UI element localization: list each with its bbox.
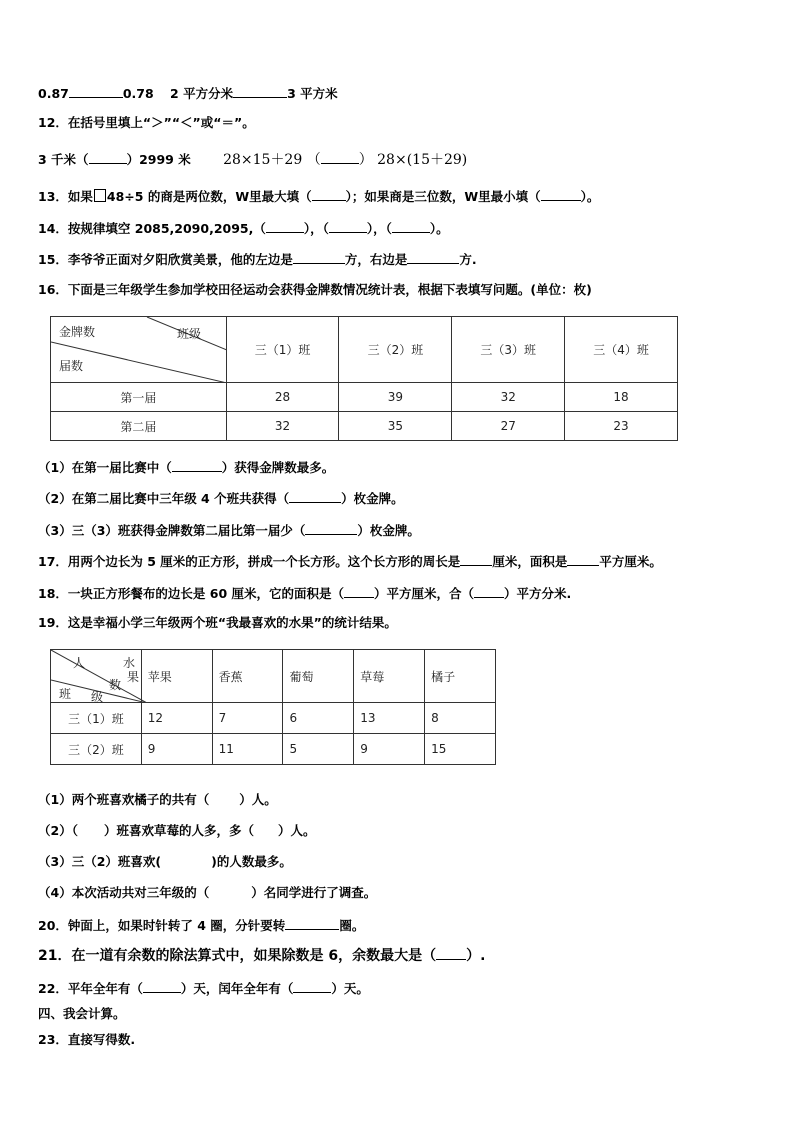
question-21: 21．在一道有余数的除法算式中，如果除数是 6，余数最大是（ ）. [38, 948, 486, 964]
table-header: 葡萄 [283, 650, 354, 703]
table-cell: 11 [212, 734, 283, 765]
answer-blank[interactable] [329, 219, 367, 233]
question-14: 14．按规律填空 2085,2090,2095,（ ），（ ），（ ）。 [38, 221, 449, 236]
answer-blank[interactable] [293, 250, 345, 264]
fruit-preference-table [50, 649, 496, 765]
table-cell: 15 [425, 734, 496, 765]
square-box-icon [94, 189, 106, 202]
table-cell: 28 [226, 383, 339, 412]
question-18: 18．一块正方形餐布的边长是 60 厘米，它的面积是（ ）平方厘米，合（ ）平方分米. [38, 586, 572, 601]
table-cell: 32 [226, 412, 339, 441]
question-16-sub-1: （1）在第一届比赛中（ ）获得金牌数最多。 [38, 460, 335, 475]
question-16-sub-3: （3）三（3）班获得金牌数第二届比第一届少（ ）枚金牌。 [38, 523, 420, 538]
table-cell: 12 [141, 703, 212, 734]
table-header: 橘子 [425, 650, 496, 703]
table-row [51, 412, 678, 441]
answer-blank[interactable] [266, 219, 304, 233]
answer-blank[interactable] [541, 187, 581, 201]
question-12: 12．在括号里填上“＞”“＜”或“＝”。 [38, 115, 255, 130]
answer-blank[interactable] [305, 521, 357, 535]
question-19-sub-3: （3）三（2）班喜欢( )的人数最多。 [38, 854, 292, 869]
corner-label-right: 班级 [177, 327, 202, 341]
question-16-sub-2: （2）在第二届比赛中三年级 4 个班共获得（ ）枚金牌。 [38, 491, 404, 506]
answer-blank[interactable] [285, 916, 339, 930]
question-23: 23．直接写得数. [38, 1032, 136, 1047]
question-22: 22．平年全年有（ ）天，闰年全年有（ ）天。 [38, 981, 369, 996]
answer-blank[interactable] [233, 84, 287, 98]
question-16: 16．下面是三年级学生参加学校田径运动会获得金牌数情况统计表，根据下表填写问题。(单位：枚) [38, 282, 592, 297]
table-cell: 39 [339, 383, 452, 412]
row-label: 三（1）班 [51, 703, 142, 734]
question-20: 20．钟面上，如果时针转了 4 圈，分针要转 圈。 [38, 918, 365, 933]
answer-blank[interactable] [143, 979, 181, 993]
row-label: 三（2）班 [51, 734, 142, 765]
table-cell: 8 [425, 703, 496, 734]
answer-blank[interactable] [436, 946, 466, 960]
table-corner-cell [51, 317, 227, 383]
question-19-sub-2: （2）（ ）班喜欢草莓的人多，多（ ）人。 [38, 823, 316, 838]
table-cell: 6 [283, 703, 354, 734]
table-cell: 27 [452, 412, 565, 441]
answer-blank[interactable] [289, 489, 341, 503]
answer-blank[interactable] [89, 150, 127, 164]
table-header: 苹果 [141, 650, 212, 703]
table-cell: 9 [141, 734, 212, 765]
table-cell: 35 [339, 412, 452, 441]
answer-blank[interactable] [344, 584, 374, 598]
table-header: 三（1）班 [226, 317, 339, 383]
table-row [51, 734, 496, 765]
question-17: 17．用两个边长为 5 厘米的正方形，拼成一个长方形。这个长方形的周长是 厘米，面积是 平方厘米。 [38, 554, 662, 569]
table-header: 三（4）班 [565, 317, 678, 383]
table-cell: 18 [565, 383, 678, 412]
table-corner-cell [51, 650, 142, 703]
corner-label-bottom: 届数 [59, 359, 84, 373]
table-cell: 5 [283, 734, 354, 765]
corner-label: 班 [59, 687, 72, 701]
question-19: 19．这是幸福小学三年级两个班“我最喜欢的水果”的统计结果。 [38, 615, 397, 630]
gold-medal-table [50, 316, 678, 441]
table-cell: 32 [452, 383, 565, 412]
table-cell: 23 [565, 412, 678, 441]
table-cell: 7 [212, 703, 283, 734]
answer-blank[interactable] [392, 219, 430, 233]
table-cell: 13 [354, 703, 425, 734]
corner-label: 人 [73, 656, 86, 670]
answer-blank[interactable] [312, 187, 346, 201]
answer-blank[interactable] [567, 552, 599, 566]
question-12-items: 3 千米（ ）2999 米 28×15＋29 （ ） 28×(15＋29) [38, 152, 468, 168]
table-header: 三（3）班 [452, 317, 565, 383]
row-label: 第二届 [51, 412, 227, 441]
row-label: 第一届 [51, 383, 227, 412]
corner-label: 水 [123, 656, 136, 670]
section-heading: 四、我会计算。 [38, 1006, 126, 1021]
question-15: 15．李爷爷正面对夕阳欣赏美景，他的左边是 方，右边是 方. [38, 252, 477, 267]
question-13: 13．如果 48÷5 的商是两位数，W里最大填（ ）；如果商是三位数，W里最小填（ ）。 [38, 189, 600, 204]
table-cell: 9 [354, 734, 425, 765]
question-19-sub-4: （4）本次活动共对三年级的（ ）名同学进行了调查。 [38, 885, 377, 900]
answer-blank[interactable] [460, 552, 492, 566]
corner-label-top: 金牌数 [59, 325, 96, 339]
answer-blank[interactable] [407, 250, 459, 264]
answer-blank[interactable] [293, 979, 331, 993]
answer-blank[interactable] [172, 458, 222, 472]
answer-blank[interactable] [321, 150, 359, 164]
answer-blank[interactable] [474, 584, 504, 598]
answer-blank[interactable] [69, 84, 123, 98]
corner-label: 级 [91, 690, 104, 704]
table-row [51, 703, 496, 734]
table-row [51, 383, 678, 412]
corner-label: 数 [109, 678, 122, 692]
table-header: 草莓 [354, 650, 425, 703]
table-header: 三（2）班 [339, 317, 452, 383]
corner-label: 果 [127, 670, 140, 684]
table-header: 香蕉 [212, 650, 283, 703]
question-19-sub-1: （1）两个班喜欢橘子的共有（ ）人。 [38, 792, 277, 807]
compare-line-prev: 0.87 0.78 2 平方分米 3 平方米 [38, 86, 338, 101]
